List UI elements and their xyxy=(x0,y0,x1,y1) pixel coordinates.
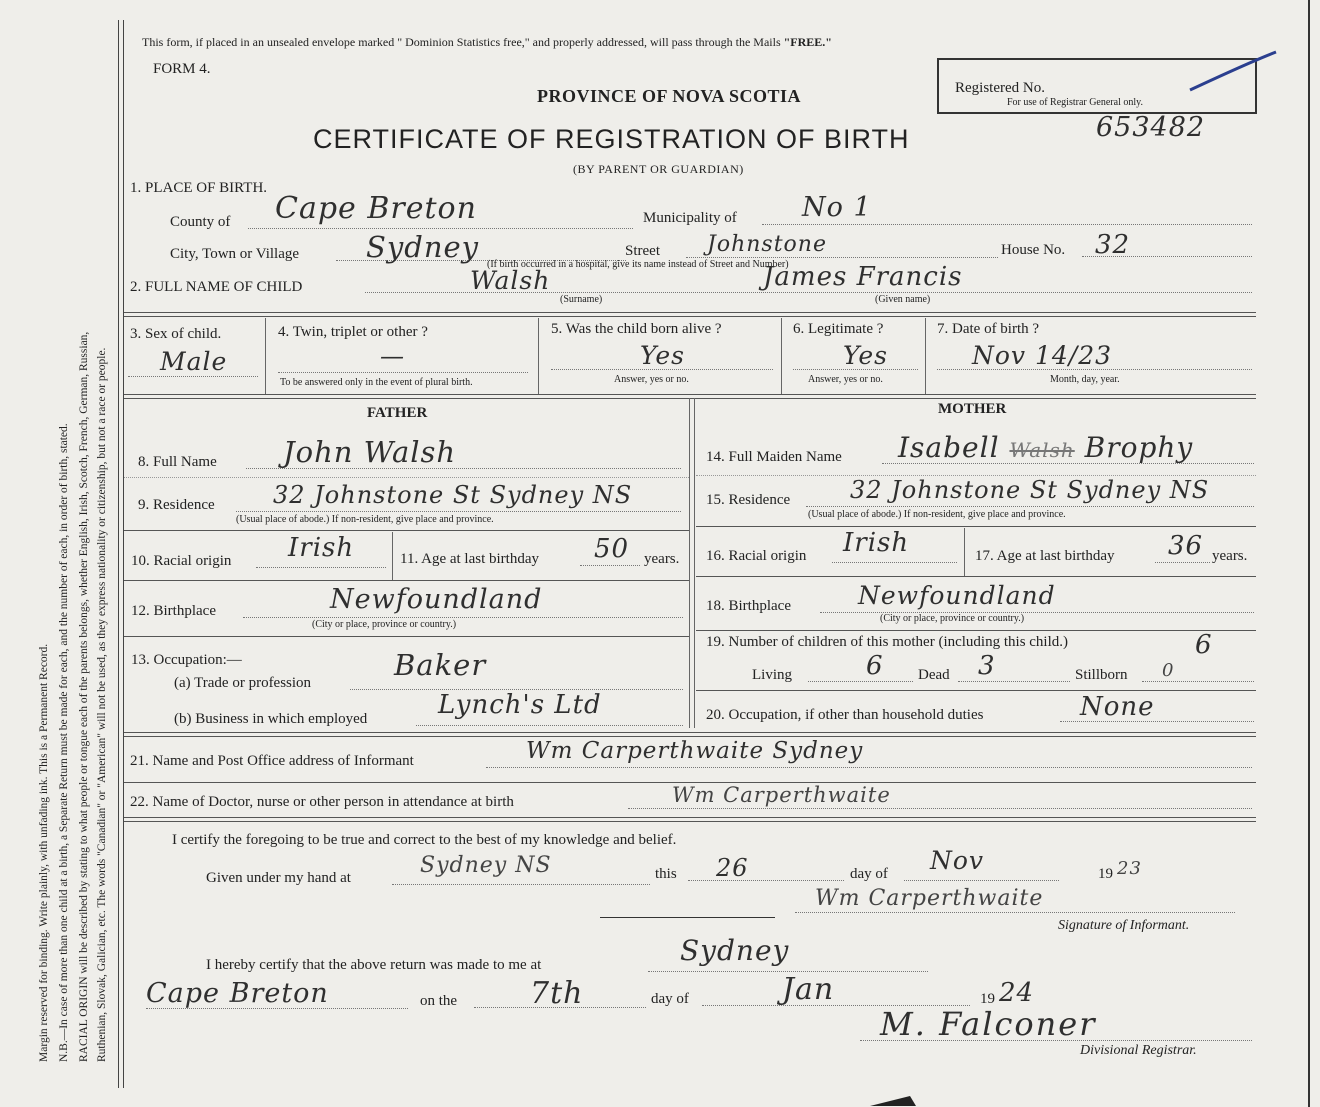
mother-racial-value: Irish xyxy=(843,528,910,558)
street-value: Johnstone xyxy=(707,232,827,257)
date-of-birth-note: Month, day, year. xyxy=(1050,374,1120,385)
stillborn-label: Stillborn xyxy=(1075,667,1128,683)
right-edge-line xyxy=(1308,0,1310,1107)
certify-text: I certify the foregoing to be true and correct to the best of my knowledge and belief. xyxy=(172,832,677,848)
living-label: Living xyxy=(752,667,792,683)
this-label: this xyxy=(655,866,677,882)
mother-birthplace-value: Newfoundland xyxy=(858,581,1056,610)
mother-age-unit: years. xyxy=(1212,548,1248,564)
mother-name-struck: Walsh xyxy=(1009,438,1075,462)
father-heading: FATHER xyxy=(367,405,428,421)
province-heading: PROVINCE OF NOVA SCOTIA xyxy=(537,86,802,106)
division-value: Cape Breton xyxy=(146,978,329,1009)
rule-after-doctor xyxy=(124,817,1256,822)
informant-signature: Wm Carperthwaite xyxy=(815,886,1044,911)
father-residence-value: 32 Johnstone St Sydney NS xyxy=(273,481,633,509)
city-value: Sydney xyxy=(366,230,480,264)
house-label: House No. xyxy=(1001,242,1066,258)
informant-signature-caption: Signature of Informant. xyxy=(1058,918,1190,933)
children-count-label: 19. Number of children of this mother (including this child.) xyxy=(706,634,1069,650)
mother-residence-value: 32 Johnstone St Sydney NS xyxy=(850,476,1210,504)
place-of-birth-heading: 1. PLACE OF BIRTH. xyxy=(130,180,268,196)
certificate-title: CERTIFICATE OF REGISTRATION OF BIRTH xyxy=(313,124,910,154)
child-given-name-value: James Francis xyxy=(763,262,963,292)
father-name-value: John Walsh xyxy=(283,435,457,469)
born-alive-label: 5. Was the child born alive ? xyxy=(551,321,722,337)
registrar-certify-text: I hereby certify that the above return was made to me at xyxy=(206,957,542,973)
legitimate-label: 6. Legitimate ? xyxy=(793,321,884,337)
child-name-label: 2. FULL NAME OF CHILD xyxy=(130,279,303,295)
father-business-label: (b) Business in which employed xyxy=(174,711,368,727)
child-surname-value: Walsh xyxy=(470,266,551,295)
father-residence-label: 9. Residence xyxy=(138,497,215,513)
mailing-notice xyxy=(142,35,832,50)
street-label: Street xyxy=(625,243,660,259)
born-alive-note: Answer, yes or no. xyxy=(614,374,689,385)
living-value: 6 xyxy=(866,651,884,681)
registered-note: For use of Registrar General only. xyxy=(1007,97,1143,108)
registrar-place: Sydney xyxy=(680,934,790,967)
day-of-label: day of xyxy=(850,866,888,882)
year-prefix: 19 xyxy=(1098,866,1113,882)
mother-residence-label: 15. Residence xyxy=(706,492,791,508)
rule-after-child-details xyxy=(124,394,1256,399)
informant-label: 21. Name and Post Office address of Informant xyxy=(130,753,414,769)
father-occupation-label: 13. Occupation:— xyxy=(131,652,242,668)
registered-number-value: 653482 xyxy=(1096,112,1206,143)
county-value: Cape Breton xyxy=(275,191,477,226)
given-under-label: Given under my hand at xyxy=(206,870,351,886)
rule-after-parents xyxy=(124,732,1256,737)
registered-label: Registered No. xyxy=(955,80,1045,96)
house-value: 32 xyxy=(1095,230,1131,260)
municipality-value: No 1 xyxy=(802,192,872,223)
margin-note-nationality: Ruthenian, Slovak, Galician, etc. The words "Canadian" or "American" will not be used, as they express nationality or citizenship, but not a race or people. xyxy=(96,347,108,1062)
father-residence-note: (Usual place of abode.) If non-resident, give place and province. xyxy=(236,514,494,525)
father-business-value: Lynch's Ltd xyxy=(438,690,602,720)
form-number: FORM 4. xyxy=(153,61,211,77)
year-value: 23 xyxy=(1117,858,1142,879)
father-age-value: 50 xyxy=(594,534,630,564)
registration-month: Jan xyxy=(782,972,835,1007)
father-name-label: 8. Full Name xyxy=(138,454,217,470)
mother-occupation-label: 20. Occupation, if other than household duties xyxy=(706,707,984,723)
father-birthplace-label: 12. Birthplace xyxy=(131,603,216,619)
margin-note-binding: Margin reserved for binding. Write plainly, with unfading ink. This is a Permanent Record. xyxy=(38,643,50,1062)
given-place-value: Sydney NS xyxy=(420,853,552,878)
mother-age-label: 17. Age at last birthday xyxy=(975,548,1115,564)
on-the-label: on the xyxy=(420,993,458,1009)
dead-label: Dead xyxy=(918,667,950,683)
dead-value: 3 xyxy=(978,651,996,681)
children-count-value: 6 xyxy=(1195,630,1213,660)
twin-label: 4. Twin, triplet or other ? xyxy=(278,324,428,340)
mailing-notice-free: "FREE." xyxy=(783,35,832,49)
registration-year: 24 xyxy=(999,978,1035,1008)
registrar-signature: M. Falconer xyxy=(880,1005,1097,1043)
binding-margin-line xyxy=(118,20,119,1088)
registration-year-prefix: 19 xyxy=(980,991,995,1007)
mother-maiden-surname: Brophy xyxy=(1084,431,1194,464)
twin-value: — xyxy=(380,342,405,370)
month-value: Nov xyxy=(930,846,985,875)
legitimate-note: Answer, yes or no. xyxy=(808,374,883,385)
sex-value: Male xyxy=(160,347,228,376)
mother-birthplace-label: 18. Birthplace xyxy=(706,598,791,614)
margin-note-racial-origin: RACIAL ORIGIN will be described by stating to what people or tongue each of the parents belongs, whether English, Irish, Scotch, French, German, Russian, xyxy=(78,331,90,1062)
given-name-note: (Given name) xyxy=(875,294,931,305)
stillborn-value: 0 xyxy=(1162,660,1175,681)
mailing-notice-text: This form, if placed in an unsealed envelope marked " Dominion Statistics free," and properly addressed, will pass through the Mails xyxy=(142,35,781,49)
father-trade-label: (a) Trade or profession xyxy=(174,675,312,691)
registration-day: 7th xyxy=(530,976,584,1011)
mother-name-label: 14. Full Maiden Name xyxy=(706,449,842,465)
born-alive-value: Yes xyxy=(640,341,685,370)
city-label: City, Town or Village xyxy=(170,246,300,262)
municipality-label: Municipality of xyxy=(643,210,737,226)
mother-racial-label: 16. Racial origin xyxy=(706,548,807,564)
surname-note: (Surname) xyxy=(560,294,603,305)
legitimate-value: Yes xyxy=(843,341,888,370)
doctor-label: 22. Name of Doctor, nurse or other person in attendance at birth xyxy=(130,794,514,810)
certificate-subtitle: (BY PARENT OR GUARDIAN) xyxy=(573,162,744,176)
page-corner-shadow xyxy=(870,1094,930,1107)
doctor-value: Wm Carperthwaite xyxy=(672,783,891,807)
sex-label: 3. Sex of child. xyxy=(130,326,222,342)
mother-name-value xyxy=(898,431,1193,464)
father-birthplace-value: Newfoundland xyxy=(330,584,543,615)
mother-age-value: 36 xyxy=(1168,531,1204,561)
county-label: County of xyxy=(170,214,231,230)
day-value: 26 xyxy=(716,854,749,882)
hospital-note: (If birth occurred in a hospital, give its name instead of Street and Number) xyxy=(487,259,789,270)
mother-birthplace-note: (City or place, province or country.) xyxy=(880,613,1025,624)
father-age-unit: years. xyxy=(644,551,680,567)
date-of-birth-label: 7. Date of birth ? xyxy=(937,321,1040,337)
father-racial-label: 10. Racial origin xyxy=(131,553,232,569)
rule-after-child-name xyxy=(124,312,1256,317)
mother-heading: MOTHER xyxy=(938,401,1007,417)
blue-ink-mark xyxy=(1180,48,1280,98)
twin-note: To be answered only in the event of plural birth. xyxy=(280,377,473,388)
registrar-signature-caption: Divisional Registrar. xyxy=(1080,1043,1197,1058)
margin-note-separate-return: N.B.—In case of more than one child at a birth, a Separate Return must be made for each, and the number of each, in order of birth, stated. xyxy=(58,423,70,1062)
mother-residence-note: (Usual place of abode.) If non-resident, give place and province. xyxy=(808,509,1066,520)
father-trade-value: Baker xyxy=(394,648,487,682)
father-age-label: 11. Age at last birthday xyxy=(400,551,539,567)
informant-value: Wm Carperthwaite Sydney xyxy=(526,738,864,764)
father-birthplace-note: (City or place, province or country.) xyxy=(312,619,457,630)
registration-day-of-label: day of xyxy=(651,991,689,1007)
mother-first-name: Isabell xyxy=(898,431,1000,464)
mother-occupation-value: None xyxy=(1080,692,1155,722)
binding-margin-line-inner xyxy=(123,20,124,1088)
date-of-birth-value: Nov 14/23 xyxy=(972,341,1113,370)
father-racial-value: Irish xyxy=(288,533,355,563)
